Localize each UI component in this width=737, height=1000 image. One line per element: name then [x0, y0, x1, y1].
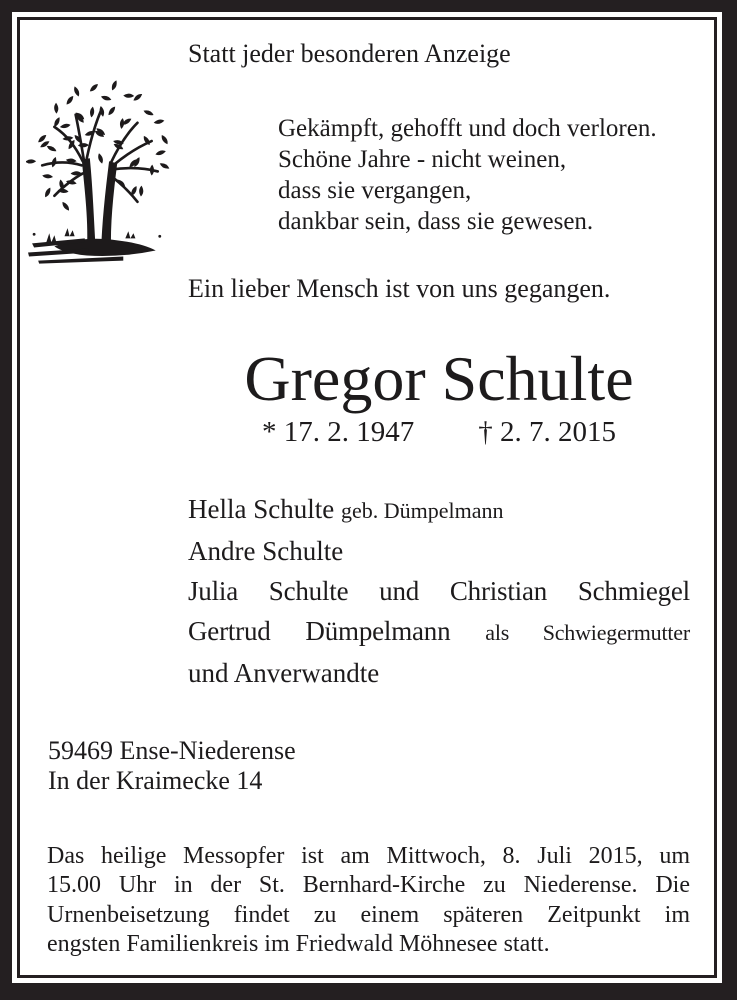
address-line: 59469 Ense-Niederense — [48, 736, 296, 765]
birth-date: * 17. 2. 1947 — [262, 416, 415, 448]
mourner-row — [188, 531, 690, 571]
mourner-name: Gertrud Dümpelmann — [188, 616, 451, 646]
service-line: 15.00 Uhr in der St. Bernhard-Kirche zu Niederense. Die — [47, 872, 690, 899]
address-line: In der Kraimecke 14 — [48, 766, 263, 795]
intro-line: Ein lieber Mensch ist von uns gegangen. — [188, 274, 611, 303]
mourner-row — [188, 611, 690, 653]
service-line: Urnenbeisetzung findet zu einem späteren Zeitpunkt im — [47, 901, 690, 928]
service-line: engsten Familienkreis im Friedwald Möhnesee statt. — [47, 931, 550, 958]
tree-foliage — [26, 80, 170, 212]
poem-line: Gekämpft, gehofft und doch verloren. — [278, 115, 657, 142]
mourner-note: geb. Dümpelmann — [340, 498, 504, 523]
header-line: Statt jeder besonderen Anzeige — [188, 39, 511, 68]
mourner-name: Andre Schulte — [188, 536, 344, 566]
poem-line: Schöne Jahre - nicht weinen, — [278, 146, 567, 173]
poem — [278, 113, 657, 237]
mourners-list — [188, 489, 690, 693]
memorial-tree-icon — [26, 80, 178, 272]
death-date: † 2. 7. 2015 — [478, 416, 616, 448]
mourner-name: Hella Schulte — [188, 494, 335, 524]
mourner-row — [188, 571, 690, 611]
paper-panel — [12, 12, 722, 983]
mourner-note: als Schwiegermutter — [485, 620, 690, 645]
address-block — [48, 736, 296, 796]
service-line: Das heilige Messopfer ist am Mittwoch, 8. Juli 2015, um — [47, 843, 690, 869]
inner-frame — [17, 17, 717, 978]
life-dates — [188, 418, 690, 447]
mourner-row — [188, 489, 690, 531]
deceased-name: Gregor Schulte — [244, 343, 634, 414]
service-info — [47, 842, 690, 960]
poem-line: dankbar sein, dass sie gewesen. — [278, 208, 594, 235]
mourner-name: Julia Schulte und Christian Schmiegel — [188, 576, 690, 606]
mourner-row — [188, 653, 690, 693]
mourner-name: und Anverwandte — [188, 658, 380, 688]
poem-line: dass sie vergangen, — [278, 177, 472, 204]
